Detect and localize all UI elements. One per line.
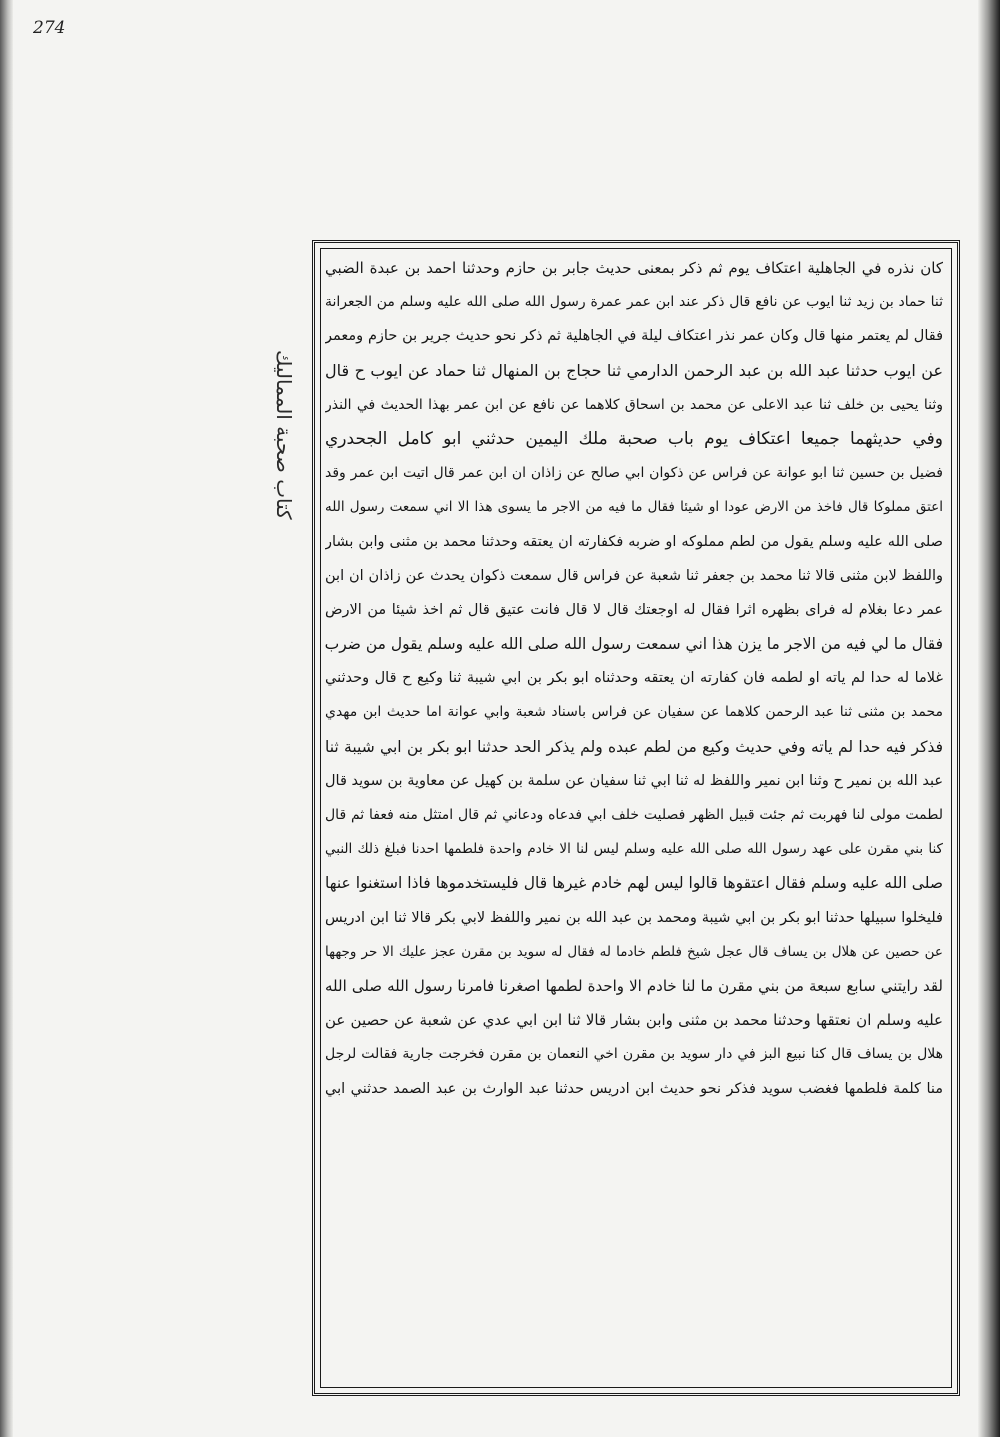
text-line: صلى الله عليه وسلم يقول من لطم مملوكه او ضربه فكفارته ان يعتقه وحدثنا محمد بن مثنى وابن بشار: [325, 533, 943, 550]
text-line: فقال ما لي فيه من الاجر ما يزن هذا اني سمعت رسول الله صلى الله عليه وسلم يقول من ضرب: [325, 635, 943, 654]
text-line: وثنا يحيى بن خلف ثنا عبد الاعلى عن محمد بن اسحاق كلاهما عن نافع عن ابن عمر بهذا الحديث في النذر: [325, 396, 943, 413]
text-line: محمد بن مثنى ثنا عبد الرحمن كلاهما عن سفيان عن فراس باسناد شعبة وابي عوانة اما حديث ابن مهدي: [325, 704, 943, 721]
text-line: لطمت مولى لنا فهربت ثم جئت قبيل الظهر فصليت خلف ابي فدعاه ودعاني ثم قال امتثل منه فعفا ثم قال: [325, 807, 943, 823]
text-line: عن ايوب حدثنا عبد الله بن عبد الرحمن الدارمي ثنا حجاج بن المنهال ثنا حماد عن ايوب ح قال: [325, 360, 943, 380]
text-line: فضيل بن حسين ثنا ابو عوانة عن فراس عن ذكوان ابي صالح عن زاذان ان ابن عمر قال اتيت ابن عمر وقد: [325, 465, 943, 482]
text-line: فقال لم يعتمر منها قال وكان عمر نذر اعتكاف ليلة في الجاهلية ثم ذكر نحو حديث جرير بن حازم ومعمر: [325, 328, 943, 345]
text-line: وفي حديثهما جميعا اعتكاف يوم باب صحبة ملك اليمين حدثني ابو كامل الجحدري: [325, 428, 943, 449]
manuscript-text-block: [325, 251, 943, 1381]
text-line: فليخلوا سبيلها حدثنا ابو بكر بن ابي شيبة ومحمد بن عبد الله بن نمير واللفظ لابي بكر قالا ثنا ابن ادريس: [325, 909, 943, 926]
text-line: عليه وسلم ان نعتقها وحدثنا محمد بن مثنى وابن بشار قالا ثنا ابن ابي عدي عن شعبة عن حصين عن: [325, 1011, 943, 1030]
text-line: هلال بن يساف قال كنا نبيع البز في دار سويد بن مقرن اخي النعمان بن مقرن فخرجت جارية فقالت لرجل: [325, 1046, 943, 1063]
text-line: كنا بني مقرن على عهد رسول الله صلى الله عليه وسلم ليس لنا الا خادم واحدة فلطمها احدنا فبلغ ذلك النبي: [325, 841, 943, 858]
text-line: منا كلمة فلطمها فغضب سويد فذكر نحو حديث ابن ادريس حدثنا عبد الوارث بن عبد الصمد حدثني ابي: [325, 1080, 943, 1097]
page-left-edge: [0, 0, 13, 1437]
text-line: عمر دعا بغلام له فراى بظهره اثرا فقال له اوجعتك قال لا قال فانت عتيق قال ثم اخذ شيئا من الارض: [325, 601, 943, 618]
text-line: واللفظ لابن مثنى قالا ثنا محمد بن جعفر ثنا شعبة عن فراس قال سمعت ذكوان يحدث عن زاذان ان ابن: [325, 567, 943, 584]
text-line: عن حصين عن هلال بن يساف قال عجل شيخ فلطم خادما له فقال له سويد بن مقرن عجز عليك الا حر وجهها: [325, 943, 943, 960]
page-number: 274: [33, 18, 66, 38]
text-line: فذكر فيه حدا لم ياته وفي حديث وكيع من لطم عبده ولم يذكر الحد حدثنا ابو بكر بن ابي شيبة ثنا: [325, 737, 943, 756]
page-right-edge: [978, 0, 1000, 1437]
text-line: اعتق مملوكا قال فاخذ من الارض عودا او شيئا فقال ما فيه من الاجر ما يسوى هذا الا اني سمعت رسول الله: [325, 499, 943, 516]
text-line: ثنا حماد بن زيد ثنا ايوب عن نافع قال ذكر عند ابن عمر عمرة رسول الله صلى الله عليه وسلم من الجعرانة: [325, 294, 943, 311]
text-frame: [312, 240, 960, 1396]
text-line: عبد الله بن نمير ح وثنا ابن نمير واللفظ له ثنا ابي ثنا سفيان عن سلمة بن كهيل عن معاوية بن سويد قال: [325, 772, 943, 789]
text-line: كان نذره في الجاهلية اعتكاف يوم ثم ذكر بمعنى حديث جابر بن حازم وحدثنا احمد بن عبدة الضبي: [325, 259, 943, 277]
text-line: صلى الله عليه وسلم فقال اعتقوها قالوا ليس لهم خادم غيرها قال فليستخدموها فاذا استغنوا عنها: [325, 874, 943, 893]
margin-note: كتاب صحبة المماليك: [272, 350, 296, 520]
text-line: لقد رايتني سابع سبعة من بني مقرن ما لنا خادم الا واحدة لطمها اصغرنا فامرنا رسول الله صلى الله: [325, 976, 943, 995]
text-line: غلاما له حدا لم ياته او لطمه فان كفارته ان يعتقه وحدثناه ابو بكر بن ابي شيبة ثنا وكيع ح قال وحدثني: [325, 670, 943, 687]
